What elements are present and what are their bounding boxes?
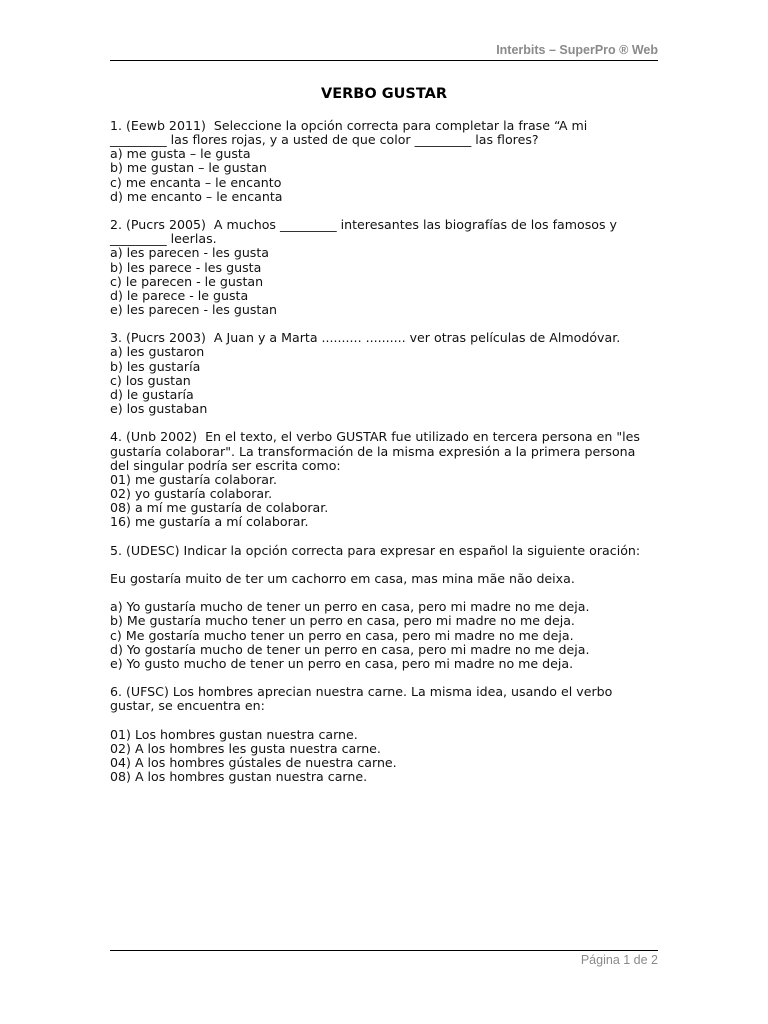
- text-line: del singular podría ser escrita como:: [110, 457, 341, 473]
- option-line: b) les gustaría: [110, 358, 201, 374]
- question-5-prompt: [110, 544, 670, 558]
- question-5-options: [110, 600, 670, 671]
- option-line: b) Me gustaría mucho tener un perro en casa, pero mi madre no me deja.: [110, 613, 575, 629]
- option-line: d) me encanto – le encanta: [110, 188, 283, 204]
- text-line: gustar, se encuentra en:: [110, 698, 265, 714]
- option-line: 08) a mí me gustaría de colaborar.: [110, 500, 329, 516]
- option-line: a) me gusta – le gusta: [110, 146, 251, 162]
- option-line: 01) Los hombres gustan nuestra carne.: [110, 726, 358, 742]
- text-line: gustaría colaborar". La transformación de la misma expresión a la primera persona: [110, 443, 636, 459]
- question-1: [110, 119, 670, 204]
- question-5-sentence: [110, 572, 670, 586]
- option-line: c) Me gostaría mucho tener un perro en casa, pero mi madre no me deja.: [110, 627, 574, 643]
- option-line: 01) me gustaría colaborar.: [110, 471, 278, 487]
- option-line: a) Yo gustaría mucho de tener un perro en casa, pero mi madre no me deja.: [110, 599, 590, 615]
- text-line: _________ leerlas.: [110, 231, 217, 247]
- option-line: c) le parecen - le gustan: [110, 273, 264, 289]
- option-line: c) me encanta – le encanto: [110, 174, 282, 190]
- option-line: e) Yo gusto mucho de tener un perro en casa, pero mi madre no me deja.: [110, 655, 574, 671]
- question-2: [110, 218, 670, 317]
- option-line: d) le parece - le gusta: [110, 287, 249, 303]
- option-line: 08) A los hombres gustan nuestra carne.: [110, 769, 368, 785]
- text-line: 1. (Eewb 2011) Seleccione la opción correcta para completar la frase “A mi: [110, 118, 588, 133]
- text-line: 5. (UDESC) Indicar la opción correcta para expresar en español la siguiente oración:: [110, 542, 641, 558]
- option-line: d) le gustaría: [110, 386, 194, 402]
- option-line: 04) A los hombres gústales de nuestra carne.: [110, 754, 397, 770]
- option-line: e) los gustaban: [110, 401, 208, 417]
- option-line: e) les parecen - les gustan: [110, 302, 278, 318]
- question-6-options: [110, 728, 670, 785]
- page-footer: Página 1 de 2: [580, 953, 658, 967]
- option-line: b) les parece - les gusta: [110, 259, 262, 275]
- text-line: 2. (Pucrs 2005) A muchos _________ interesantes las biografías de los famosos y: [110, 217, 617, 233]
- page-header: Interbits – SuperPro ® Web: [110, 43, 658, 61]
- option-line: d) Yo gostaría mucho de tener un perro en casa, pero mi madre no me deja.: [110, 641, 590, 657]
- document-title: VERBO GUSTAR: [321, 86, 447, 102]
- text-line: 6. (UFSC) Los hombres aprecian nuestra carne. La misma idea, usando el verbo: [110, 684, 613, 700]
- option-line: a) les parecen - les gusta: [110, 245, 270, 261]
- question-4: [110, 430, 670, 529]
- option-line: 02) yo gustaría colaborar.: [110, 486, 273, 502]
- option-line: 02) A los hombres les gusta nuestra carne.: [110, 740, 381, 756]
- option-line: a) les gustaron: [110, 344, 205, 360]
- option-line: 16) me gustaría a mí colaborar.: [110, 514, 309, 530]
- option-line: c) los gustan: [110, 372, 191, 388]
- option-line: b) me gustan – le gustan: [110, 160, 267, 176]
- text-line: Eu gostaría muito de ter um cachorro em casa, mas mina mãe não deixa.: [110, 570, 575, 586]
- footer-divider: [110, 950, 658, 951]
- document-body: [110, 119, 670, 798]
- text-line: 4. (Unb 2002) En el texto, el verbo GUSTAR fue utilizado en tercera persona en "les: [110, 429, 640, 445]
- question-6-prompt: [110, 685, 670, 713]
- text-line: 3. (Pucrs 2003) A Juan y a Marta .......... .......... ver otras películas de Almodóvar.: [110, 330, 621, 346]
- text-line: _________ las flores rojas, y a usted de que color _________ las flores?: [110, 132, 539, 148]
- question-3: [110, 331, 670, 416]
